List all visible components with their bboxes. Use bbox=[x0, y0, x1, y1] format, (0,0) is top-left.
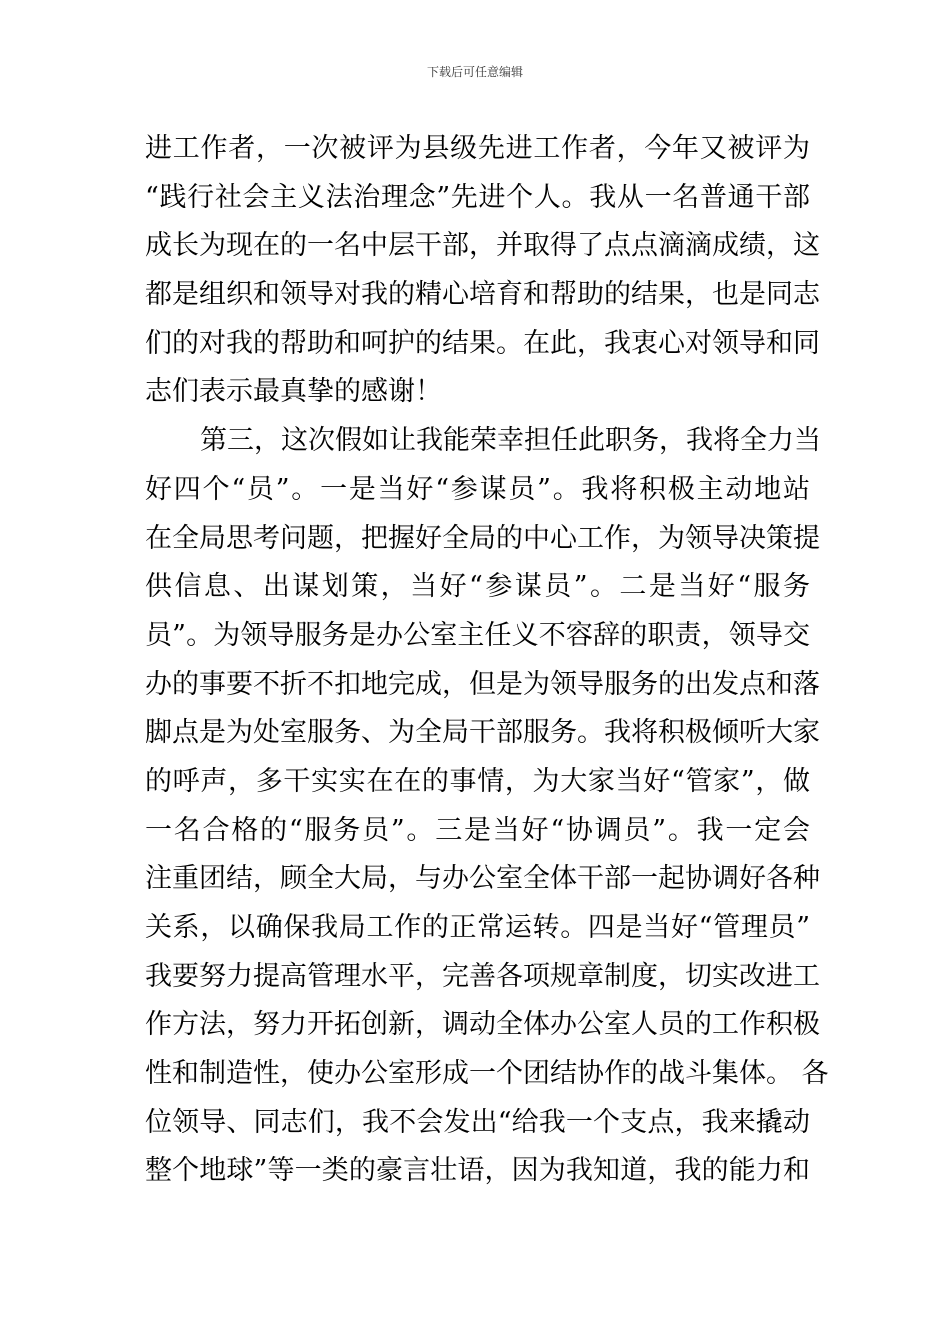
paragraph-first-line: 第三，这次假如让我能荣幸担任此职务，我将全力当 bbox=[200, 425, 821, 457]
text-line: 们的对我的帮助和呵护的结果。在此，我衷心对领导和同 bbox=[145, 327, 820, 359]
text-line: 进工作者，一次被评为县级先进工作者，今年又被评为 bbox=[145, 133, 810, 164]
text-line: 的呼声，多干实实在在的事情，为大家当好“管家”，做 bbox=[145, 765, 810, 797]
text-line: 供信息、出谋划策，当好“参谋员”。二是当好“服务 bbox=[145, 571, 810, 603]
text-line: 成长为现在的一名中层干部，并取得了点点滴滴成绩，这 bbox=[145, 230, 820, 262]
text-line: 注重团结，顾全大局，与办公室全体干部一起协调好各种 bbox=[145, 863, 820, 895]
text-line: 办的事要不折不扣地完成，但是为领导服务的出发点和落 bbox=[145, 668, 820, 700]
text-line: 一名合格的“服务员”。三是当好“协调员”。我一定会 bbox=[145, 814, 810, 846]
text-line: 关系，以确保我局工作的正常运转。四是当好“管理员” bbox=[145, 912, 810, 943]
text-line: 在全局思考问题，把握好全局的中心工作，为领导决策提 bbox=[145, 522, 820, 554]
text-line: 作方法，努力开拓创新，调动全体办公室人员的工作积极 bbox=[145, 1009, 820, 1041]
body-text bbox=[145, 125, 829, 1196]
text-line: 志们表示最真挚的感谢！ bbox=[145, 376, 442, 408]
text-line: 都是组织和领导对我的精心培育和帮助的结果，也是同志 bbox=[145, 279, 820, 311]
page-header: 下载后可任意编辑 bbox=[426, 65, 523, 79]
text-line: 位领导、同志们，我不会发出“给我一个支点，我来撬动 bbox=[145, 1106, 810, 1138]
text-line: “践行社会主义法治理念”先进个人。我从一名普通干部 bbox=[145, 181, 810, 213]
text-line: 脚点是为处室服务、为全局干部服务。我将积极倾听大家 bbox=[145, 717, 820, 749]
text-line: 我要努力提高管理水平，完善各项规章制度，切实改进工 bbox=[145, 960, 820, 992]
text-line: 性和制造性，使办公室形成一个团结协作的战斗集体。 各 bbox=[145, 1058, 829, 1090]
text-line: 好四个“员”。一是当好“参谋员”。我将积极主动地站 bbox=[145, 473, 810, 505]
text-line: 员”。为领导服务是办公室主任义不容辞的职责，领导交 bbox=[145, 619, 810, 651]
text-line: 整个地球”等一类的豪言壮语，因为我知道，我的能力和 bbox=[145, 1155, 810, 1187]
